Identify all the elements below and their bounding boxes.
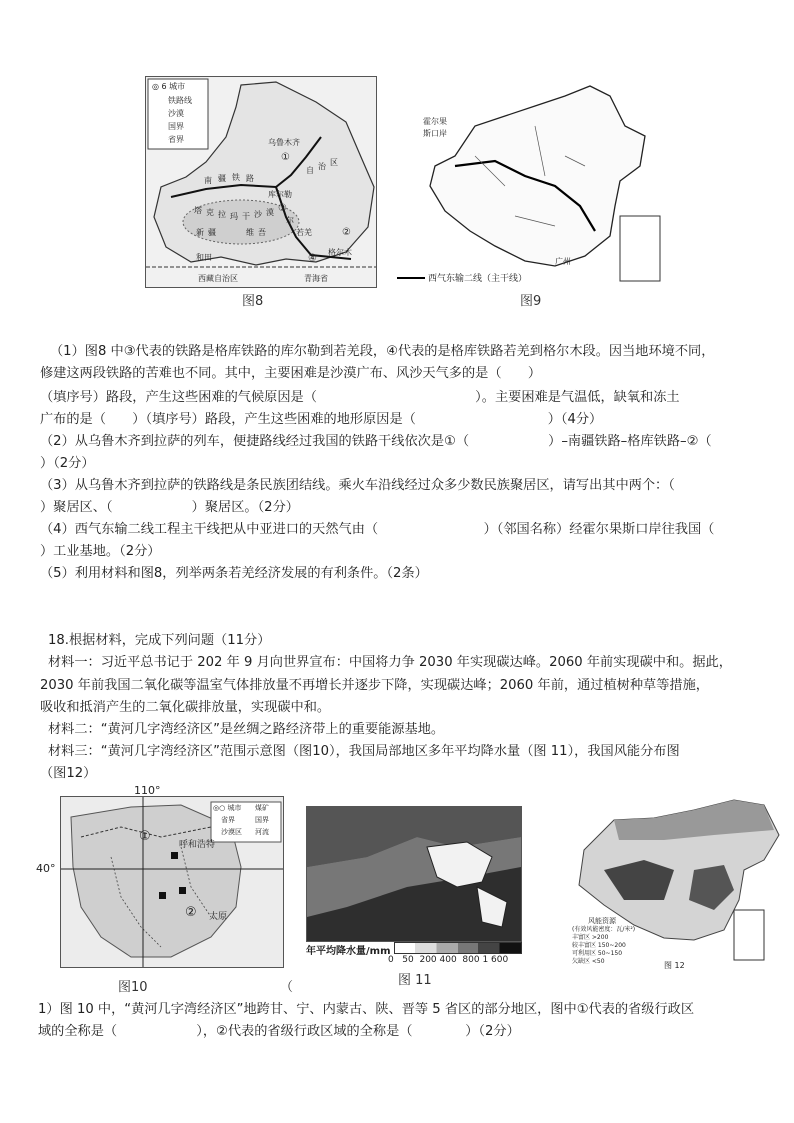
figure-12-caption: 图 12	[664, 961, 685, 970]
fig8-label-south-4: 路	[246, 174, 254, 183]
fig8-label-region-2: 疆	[208, 228, 216, 237]
fig10-legend-0: ◎○ 城市	[213, 804, 242, 812]
q17-line-5: （2）从乌鲁木齐到拉萨的列车，便捷路线经过我国的铁路干线依次是①（ ）–南疆铁路–格库铁路–②（	[40, 434, 712, 449]
fig8-label-desert-1: 塔	[194, 206, 202, 215]
q18-title: 18.根据材料，完成下列问题（11分）	[48, 633, 271, 648]
fig10-longitude: 110°	[134, 784, 161, 797]
fig8-label-south-3: 铁	[232, 173, 240, 182]
fig8-label-ruoqiang: 若羌	[296, 228, 312, 237]
fig8-legend-4: 省界	[168, 135, 184, 144]
fig10-legend-1: 煤矿	[255, 804, 269, 812]
fig10-legend-2: 省界	[221, 816, 235, 824]
q17-line-1: （1）图8 中③代表的铁路是格库铁路的库尔勒到若羌段，④代表的是格库铁路若羌到格尔木段。因当地环境不同，	[50, 344, 715, 359]
fig10-label-hohhot: 呼和浩特	[179, 840, 216, 850]
q18-1-line-1: 1）图 10 中，“黄河几字湾经济区”地跨甘、宁、内蒙古、陕、晋等 5 省区的部分地区，图中①代表的省级行政区	[38, 1002, 695, 1017]
q18-material-3b: （图12）	[40, 766, 97, 781]
fig8-label-desert-5: 干	[242, 212, 250, 221]
fig10-legend-3: 国界	[255, 816, 269, 824]
fig10-legend-5: 河流	[255, 828, 269, 836]
fig10-marker-2: ②	[185, 905, 197, 920]
fig8-label-region-1: 新	[196, 228, 204, 237]
q17-line-4: 广布的是（ ）（填序号）路段，产生这些困难的地形原因是（ ）（4分）	[40, 412, 603, 427]
fig8-legend-0: ◎ 6 城市	[152, 82, 186, 91]
fig8-label-tibet: 西藏自治区	[198, 274, 238, 283]
figure-9-svg	[415, 66, 665, 294]
fig8-label-desert-7: 漠	[266, 208, 274, 217]
fig8-label-golmud: 格尔木	[328, 248, 352, 257]
fig10-label-taiyuan: 太原	[209, 912, 228, 922]
fig9-label-horgos-1: 霍尔果	[423, 117, 447, 126]
fig9-label-guangzhou: 广州	[555, 257, 571, 266]
fig8-label-desert-6: 沙	[254, 210, 262, 219]
fig8-label-hotan: 和田	[196, 253, 212, 262]
fig12-legend-3: 欠缺区 <50	[572, 958, 605, 965]
fig10-latitude: 40°	[36, 862, 56, 875]
fig9-label-horgos-2: 斯口岸	[423, 129, 447, 138]
q17-line-8: ）聚居区、（ ）聚居区。（2分）	[40, 500, 299, 515]
fig8-label-south-2: 疆	[218, 174, 226, 183]
fig12-legend-1: 较丰富区 150~200	[572, 942, 626, 949]
fig12-legend-title: 风能资源	[588, 917, 616, 925]
figure-8-caption: 图8	[242, 294, 264, 309]
fig8-label-desert-3: 拉	[218, 210, 226, 219]
q18-material-1c: 吸收和抵消产生的二氧化碳排放量，实现碳中和。	[40, 700, 331, 715]
stray-paren: （	[280, 980, 294, 995]
fig8-label-region-6: 自	[306, 166, 314, 175]
figure-9-caption: 图9	[520, 294, 542, 309]
figure-11-map	[306, 806, 522, 942]
figure-11-svg	[307, 807, 521, 941]
fig8-label-south-1: 南	[204, 176, 212, 185]
q17-line-11: （5）利用材料和图8，列举两条若羌经济发展的有利条件。（2条）	[40, 566, 428, 581]
fig8-marker-4: ④	[308, 253, 317, 264]
fig12-legend-unit: (有效风能密度：瓦/米²)	[572, 926, 636, 933]
fig9-legend-line	[397, 277, 425, 279]
fig9-legend-label: 西气东输二线（主干线）	[428, 274, 528, 284]
fig8-legend-1: 铁路线	[168, 96, 192, 105]
fig8-marker-3: ③	[278, 203, 287, 214]
fig8-marker-1: ①	[281, 152, 290, 163]
figure-8-map	[145, 76, 377, 288]
fig8-label-urumqi: 乌鲁木齐	[268, 138, 300, 147]
fig8-marker-2: ②	[342, 227, 351, 238]
fig11-legend-bar	[394, 942, 522, 954]
fig10-legend-4: 沙漠区	[221, 828, 242, 836]
fig12-legend-2: 可利用区 50~150	[572, 950, 623, 957]
q18-material-3a: 材料三：“黄河几字湾经济区”范围示意图（图10），我国局部地区多年平均降水量（图 11），我国风能分布图	[48, 744, 680, 759]
q18-1-line-2: 域的全称是（ ），②代表的省级行政区域的全称是（ ）（2分）	[38, 1024, 520, 1039]
q17-line-6: ）（2分）	[40, 456, 95, 471]
fig11-legend-ticks: 0 50 200 400 800 1 600	[388, 955, 509, 965]
figure-11-caption: 图 11	[398, 973, 432, 988]
fig8-legend-2: 沙漠	[168, 109, 184, 118]
figure-9-map	[415, 66, 665, 294]
q17-line-7: （3）从乌鲁木齐到拉萨的铁路线是条民族团结线。乘火车沿线经过众多少数民族聚居区，请写出其中两个：（	[40, 478, 675, 493]
fig8-label-region-8: 区	[330, 158, 338, 167]
q18-material-2: 材料二：“黄河几字湾经济区”是丝绸之路经济带上的重要能源基地。	[48, 722, 445, 737]
q18-material-1b: 2030 年前我国二氧化碳等温室气体排放量不再增长并逐步下降，实现碳达峰；2060 年前，通过植树种草等措施，	[40, 678, 709, 693]
figure-10-svg	[61, 797, 283, 967]
q17-line-9: （4）西气东输二线工程主干线把从中亚进口的天然气由（ ）（邻国名称）经霍尔果斯口岸往我国（	[40, 522, 715, 537]
fig8-legend-3: 国界	[168, 122, 184, 131]
fig8-label-region-4: 吾	[258, 228, 266, 237]
fig8-label-qinghai: 青海省	[304, 274, 328, 283]
fig8-label-region-5: 尔	[286, 216, 294, 225]
fig8-label-region-7: 治	[318, 162, 326, 171]
fig12-legend-0: 丰富区 >200	[572, 934, 609, 941]
q18-material-1a: 材料一：习近平总书记于 202 年 9 月向世界宣布：中国将力争 2030 年实现碳达峰。2060 年前实现碳中和。据此，	[48, 655, 732, 670]
figure-10-caption: 图10	[118, 980, 148, 995]
q17-line-2: 修建这两段铁路的苦难也不同。其中，主要困难是沙漠广布、风沙天气多的是（ ）	[40, 366, 542, 381]
q17-line-3: （填序号）路段，产生这些困难的气候原因是（ ）。主要困难是气温低，缺氧和冻土	[40, 390, 680, 405]
figure-10-map	[60, 796, 284, 968]
fig8-label-desert-2: 克	[206, 208, 214, 217]
fig11-legend-title: 年平均降水量/mm	[306, 946, 391, 957]
q17-line-10: ）工业基地。（2分）	[40, 544, 161, 559]
fig8-label-desert-4: 玛	[230, 212, 238, 221]
fig8-label-korla: 库尔勒	[268, 190, 292, 199]
fig10-marker-1: ①	[139, 829, 151, 844]
figure-12-map	[564, 790, 788, 976]
fig8-label-region-3: 维	[246, 228, 254, 237]
